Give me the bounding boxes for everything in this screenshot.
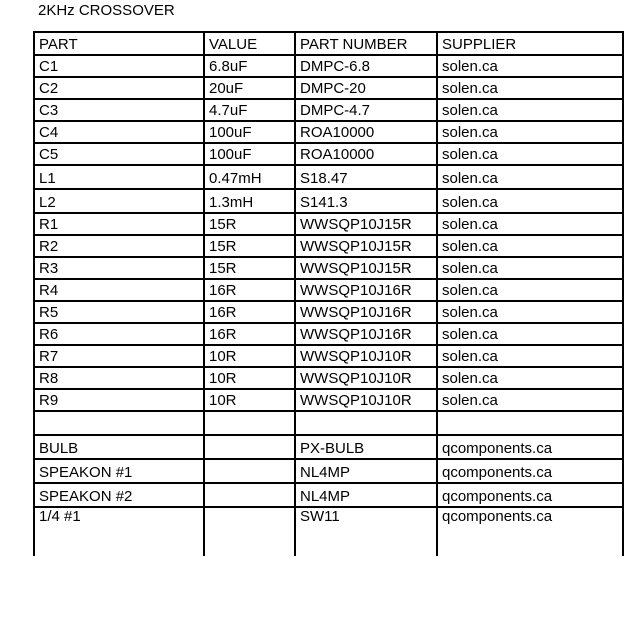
table-row bbox=[34, 345, 623, 367]
table-row bbox=[34, 189, 623, 213]
cell-part: R8 bbox=[34, 367, 204, 389]
cell-part-number: NL4MP bbox=[295, 459, 437, 483]
cell-supplier: solen.ca bbox=[437, 389, 623, 411]
table-row bbox=[34, 323, 623, 345]
cell-part: SPEAKON #1 bbox=[34, 459, 204, 483]
cell-supplier: solen.ca bbox=[437, 235, 623, 257]
table-row bbox=[34, 235, 623, 257]
cell-value: 10R bbox=[204, 345, 295, 367]
cell-supplier: solen.ca bbox=[437, 367, 623, 389]
cell-value: 0.47mH bbox=[204, 165, 295, 189]
table-row bbox=[34, 435, 623, 459]
cell-supplier: qcomponents.ca bbox=[437, 435, 623, 459]
cell-value: 10R bbox=[204, 389, 295, 411]
cell-value: 1.3mH bbox=[204, 189, 295, 213]
table-row-blank bbox=[34, 411, 623, 435]
cell-part: C1 bbox=[34, 55, 204, 77]
cell-part-number: DMPC-4.7 bbox=[295, 99, 437, 121]
cell-part: 1/4 #1 bbox=[34, 507, 204, 556]
table-row bbox=[34, 121, 623, 143]
table-row bbox=[34, 279, 623, 301]
cell-part: R2 bbox=[34, 235, 204, 257]
table-row bbox=[34, 367, 623, 389]
cell-part-number: WWSQP10J15R bbox=[295, 213, 437, 235]
cell-part-number: ROA10000 bbox=[295, 121, 437, 143]
cell-supplier: solen.ca bbox=[437, 143, 623, 165]
cell-value: 100uF bbox=[204, 121, 295, 143]
cell-part: L1 bbox=[34, 165, 204, 189]
cell-part-number: ROA10000 bbox=[295, 143, 437, 165]
cell-part: BULB bbox=[34, 435, 204, 459]
cell-value bbox=[204, 483, 295, 507]
cell-part-number bbox=[295, 411, 437, 435]
cell-part-number: WWSQP10J16R bbox=[295, 323, 437, 345]
cell-supplier: qcomponents.ca bbox=[437, 507, 623, 556]
cell-part-number: NL4MP bbox=[295, 483, 437, 507]
cell-supplier bbox=[437, 411, 623, 435]
cell-part-number: DMPC-20 bbox=[295, 77, 437, 99]
cell-part: R5 bbox=[34, 301, 204, 323]
cell-part: R6 bbox=[34, 323, 204, 345]
cell-part-number: PX-BULB bbox=[295, 435, 437, 459]
cell-part-number: S18.47 bbox=[295, 165, 437, 189]
cell-supplier: qcomponents.ca bbox=[437, 483, 623, 507]
cell-value: 15R bbox=[204, 257, 295, 279]
cell-value: 4.7uF bbox=[204, 99, 295, 121]
cell-part-number: DMPC-6.8 bbox=[295, 55, 437, 77]
cell-part-number: WWSQP10J10R bbox=[295, 345, 437, 367]
cell-value: 6.8uF bbox=[204, 55, 295, 77]
cell-value: 15R bbox=[204, 235, 295, 257]
cell-supplier: qcomponents.ca bbox=[437, 459, 623, 483]
cell-part-number: WWSQP10J10R bbox=[295, 389, 437, 411]
cell-part-number: WWSQP10J15R bbox=[295, 257, 437, 279]
cell-supplier: solen.ca bbox=[437, 189, 623, 213]
header-value: VALUE bbox=[204, 32, 295, 55]
cell-part bbox=[34, 411, 204, 435]
cell-value: 20uF bbox=[204, 77, 295, 99]
cell-value: 16R bbox=[204, 323, 295, 345]
table-row bbox=[34, 55, 623, 77]
table-row bbox=[34, 483, 623, 507]
cell-supplier: solen.ca bbox=[437, 345, 623, 367]
cell-value: 100uF bbox=[204, 143, 295, 165]
cell-supplier: solen.ca bbox=[437, 77, 623, 99]
table-header-row bbox=[34, 32, 623, 55]
cell-part: R7 bbox=[34, 345, 204, 367]
table-row bbox=[34, 301, 623, 323]
cell-supplier: solen.ca bbox=[437, 279, 623, 301]
parts-table bbox=[33, 31, 624, 556]
cell-supplier: solen.ca bbox=[437, 323, 623, 345]
table-row bbox=[34, 257, 623, 279]
cell-supplier: solen.ca bbox=[437, 301, 623, 323]
table-row bbox=[34, 213, 623, 235]
table-row bbox=[34, 165, 623, 189]
table-row bbox=[34, 99, 623, 121]
cell-part: L2 bbox=[34, 189, 204, 213]
cell-part: C5 bbox=[34, 143, 204, 165]
cell-part-number: WWSQP10J16R bbox=[295, 279, 437, 301]
parts-sheet bbox=[33, 31, 622, 608]
cell-supplier: solen.ca bbox=[437, 55, 623, 77]
cell-part: R9 bbox=[34, 389, 204, 411]
table-row bbox=[34, 77, 623, 99]
cell-supplier: solen.ca bbox=[437, 121, 623, 143]
cell-value: 10R bbox=[204, 367, 295, 389]
cell-supplier: solen.ca bbox=[437, 213, 623, 235]
cell-part-number: WWSQP10J16R bbox=[295, 301, 437, 323]
cell-part: C2 bbox=[34, 77, 204, 99]
header-supplier: SUPPLIER bbox=[437, 32, 623, 55]
cell-part-number: WWSQP10J15R bbox=[295, 235, 437, 257]
document-title: 2KHz CROSSOVER bbox=[38, 2, 175, 19]
cell-value bbox=[204, 459, 295, 483]
cell-value: 15R bbox=[204, 213, 295, 235]
cell-part-number: WWSQP10J10R bbox=[295, 367, 437, 389]
cell-part-number: S141.3 bbox=[295, 189, 437, 213]
cell-part: C4 bbox=[34, 121, 204, 143]
table-row bbox=[34, 459, 623, 483]
cell-part: R3 bbox=[34, 257, 204, 279]
cell-part: C3 bbox=[34, 99, 204, 121]
cell-value bbox=[204, 435, 295, 459]
cell-supplier: solen.ca bbox=[437, 165, 623, 189]
table-row bbox=[34, 389, 623, 411]
cell-value: 16R bbox=[204, 279, 295, 301]
cell-supplier: solen.ca bbox=[437, 99, 623, 121]
cell-value bbox=[204, 507, 295, 556]
cell-supplier: solen.ca bbox=[437, 257, 623, 279]
header-part-number: PART NUMBER bbox=[295, 32, 437, 55]
cell-part: R1 bbox=[34, 213, 204, 235]
table-row bbox=[34, 507, 623, 556]
cell-value: 16R bbox=[204, 301, 295, 323]
table-row bbox=[34, 143, 623, 165]
cell-part: SPEAKON #2 bbox=[34, 483, 204, 507]
cell-value bbox=[204, 411, 295, 435]
header-part: PART bbox=[34, 32, 204, 55]
cell-part: R4 bbox=[34, 279, 204, 301]
cell-part-number: SW11 bbox=[295, 507, 437, 556]
